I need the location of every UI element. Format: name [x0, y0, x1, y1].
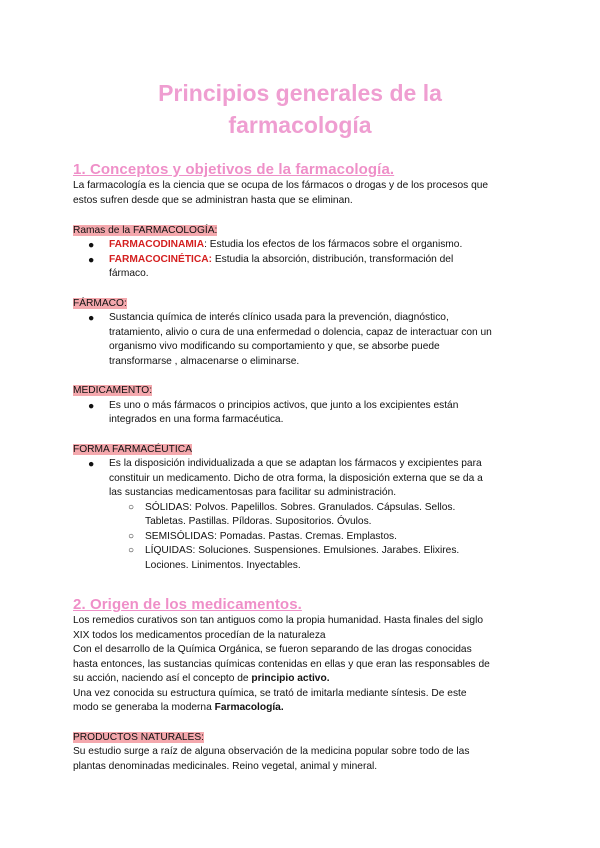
section2-line5 [73, 672, 543, 687]
productos-label-highlight: PRODUCTOS NATURALES: [73, 732, 204, 743]
medicamento-label-highlight: MEDICAMENTO: [73, 385, 153, 396]
document-title-line2: farmacología [228, 112, 372, 138]
forma-liquidos-line2: Lociones. Linimentos. Inyectables. [145, 560, 301, 571]
forma-line1: Es la disposición individualizada a que se adaptan los fármacos y excipientes para [109, 458, 482, 469]
section1-intro-line2: estos sufren desde que se administran hasta que se eliminan. [73, 195, 353, 206]
medicamento-line1: Es uno o más fármacos o principios activos, que junto a los excipientes están [109, 400, 459, 411]
bullet-icon: ● [88, 400, 95, 412]
section1-intro-line1: La farmacología es la ciencia que se ocupa de los fármacos o drogas y de los procesos que [73, 180, 489, 191]
bullet-icon: ● [88, 312, 95, 324]
forma-semisolidos: SEMISÓLIDAS: Pomadas. Pastas. Cremas. Emplastos. [145, 531, 397, 542]
section2-line1: Los remedios curativos son tan antiguos como la propia humanidad. Hasta finales del siglo [73, 615, 483, 626]
circle-bullet-icon: ○ [128, 545, 135, 556]
section2-line4: hasta entonces, las sustancias químicas contenidas en ellas y que eran las responsables de [73, 659, 490, 670]
principio-activo-term: principio activo. [251, 673, 330, 684]
medicamento-line2: integrados en una forma farmacéutica. [109, 414, 284, 425]
section2-line2: XIX todos los medicamentos procedían de la naturaleza [73, 630, 326, 641]
bullet-icon: ● [88, 254, 95, 266]
section1-heading: 1. Conceptos y objetivos de la farmacología. [73, 161, 395, 178]
section2-line6: Una vez conocida su estructura química, se trató de imitarla mediante síntesis. De este [73, 688, 467, 699]
section2-line7 [73, 701, 543, 716]
forma-line2: constituir un medicamento. Dicho de otra forma, la disposición externa que se da a [109, 473, 483, 484]
forma-solidos-line2: Tabletas. Pastillas. Píldoras. Supositorios. Óvulos. [145, 516, 372, 527]
productos-line2: plantas denominadas medicinales. Reino vegetal, animal y mineral. [73, 761, 378, 772]
ramas-item-1 [109, 238, 539, 253]
farmaco-label [73, 297, 127, 311]
ramas-label-highlight: Ramas de la FARMACOLOGÍA: [73, 225, 218, 236]
bullet-icon: ● [88, 458, 95, 470]
productos-line1: Su estudio surge a raíz de alguna observación de la medicina popular sobre todo de las [73, 746, 470, 757]
document-title-line1: Principios generales de la [158, 80, 442, 106]
bullet-icon: ● [88, 239, 95, 251]
medicamento-label [73, 384, 152, 398]
farmacodinamia-term: FARMACODINAMIA [109, 239, 205, 250]
farmacocinetica-term: FARMACOCINÉTICA: [109, 254, 212, 265]
ramas-item-2 [109, 253, 539, 268]
productos-label [73, 731, 204, 745]
forma-line3: las sustancias medicamentosas para facilitar su administración. [109, 487, 397, 498]
farmacocinetica-desc: Estudia la absorción, distribución, transformación del [212, 254, 454, 265]
farmaco-line2: tratamiento, alivio o cura de una enfermedad o dolencia, capaz de interactuar con un [109, 327, 492, 338]
section2-line3: Con el desarrollo de la Química Orgánica, se fueron separando de las drogas conocidas [73, 644, 472, 655]
forma-solidos-line1: SÓLIDAS: Polvos. Papelillos. Sobres. Granulados. Cápsulas. Sellos. [145, 502, 456, 513]
circle-bullet-icon: ○ [128, 531, 135, 542]
circle-bullet-icon: ○ [128, 502, 135, 513]
forma-label [73, 443, 192, 457]
farmacologia-term: Farmacología. [214, 702, 284, 713]
forma-liquidos-line1: LÍQUIDAS: Soluciones. Suspensiones. Emulsiones. Jarabes. Elixires. [145, 545, 460, 556]
farmaco-line3: organismo vivo modificando su comportamiento y que, se absorbe puede [109, 341, 440, 352]
farmaco-line1: Sustancia química de interés clínico usada para la prevención, diagnóstico, [109, 312, 449, 323]
section2-line7-text: modo se generaba la moderna [73, 702, 215, 713]
ramas-item-2-line2: fármaco. [109, 268, 149, 279]
section2-line5-text: su acción, naciendo así el concepto de [73, 673, 252, 684]
farmaco-label-highlight: FÁRMACO: [73, 298, 127, 309]
farmacodinamia-desc: : Estudia los efectos de los fármacos sobre el organismo. [204, 239, 463, 250]
ramas-label [73, 224, 217, 238]
section2-heading: 2. Origen de los medicamentos. [73, 596, 302, 613]
forma-label-highlight: FORMA FARMACÉUTICA [73, 444, 192, 455]
farmaco-line4: transformarse , almacenarse o eliminarse. [109, 356, 300, 367]
